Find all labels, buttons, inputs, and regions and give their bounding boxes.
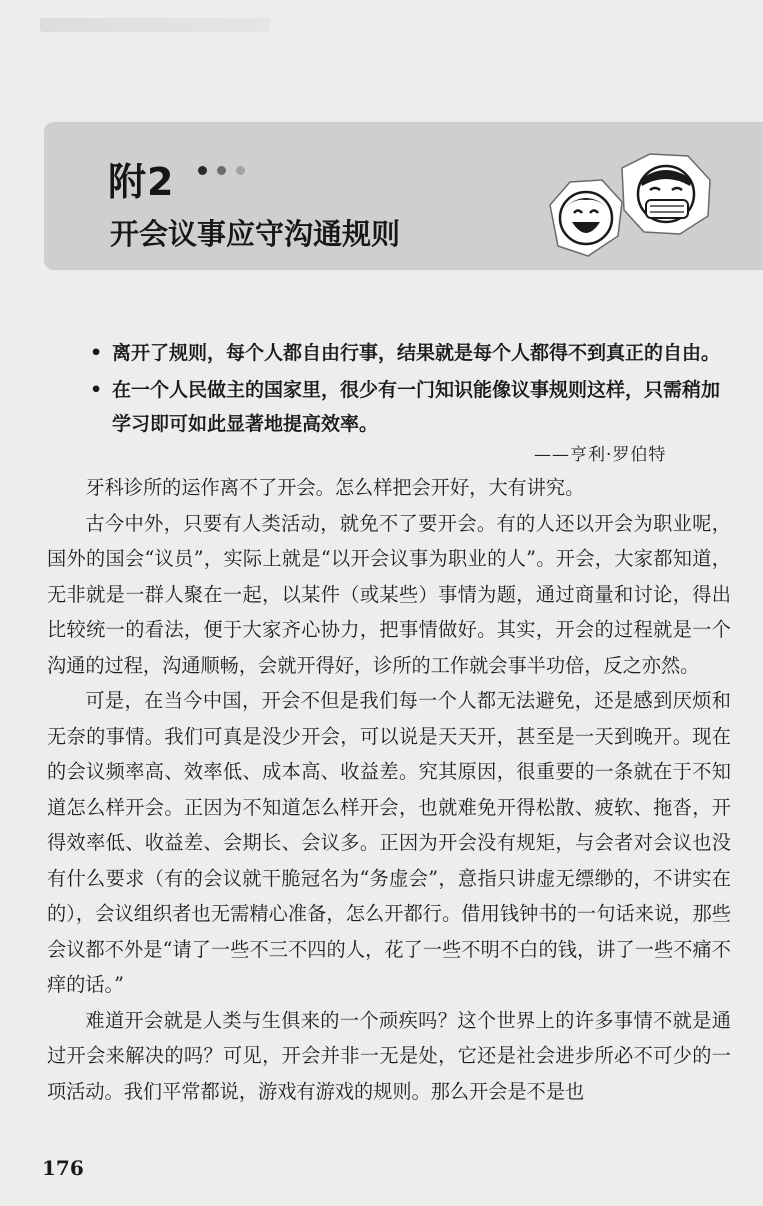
masked-face-icon (622, 154, 710, 234)
quote-author: ——亨利·罗伯特 (534, 445, 667, 465)
quote-item: • 离开了规则，每个人都自由行事，结果就是每个人都得不到真正的自由。 (90, 336, 730, 370)
appendix-title: 开会议事应守沟通规则 (110, 217, 401, 251)
dot-icon (217, 166, 226, 175)
page-number: 176 (42, 1156, 84, 1180)
running-head (40, 18, 270, 32)
laughing-face-icon (550, 180, 622, 256)
dot-icon (198, 166, 207, 175)
cartoon-faces (540, 150, 720, 270)
epigraph-quotes (90, 336, 730, 444)
decorative-dots (198, 166, 245, 175)
quote-item: • 在一个人民做主的国家里，很少有一门知识能像议事规则这样，只需稍加学习即可如此显著地提高效率。 (90, 373, 730, 441)
paragraph: 难道开会就是人类与生俱来的一个顽疾吗？这个世界上的许多事情不就是通过开会来解决的吗？可见，开会并非一无是处，它还是社会进步所必不可少的一项活动。我们平常都说，游戏有游戏的规则。那么开会是不是也 (47, 1008, 731, 1103)
paragraph: 牙科诊所的运作离不了开会。怎么样把会开好，大有讲究。 (85, 476, 585, 499)
paragraph: 可是，在当今中国，开会不但是我们每一个人都无法避免，还是感到厌烦和无奈的事情。我们可真是没少开会，可以说是天天开，甚至是一天到晚开。现在的会议频率高、效率低、成本高、收益差。究其原因，很重要的一条就在于不知道怎么样开会。正因为不知道怎么样开会，也就难免开得松散、疲软、拖沓，开得效率低、收益差、会期长、会议多。正因为开会没有规矩，与会者对会议也没有什么要求（有的会议就干脆冠名为“务虚会”，意指只讲虚无缥缈的，不讲实在的），会议组织者也无需精心准备，怎么开都行。借用钱钟书的一句话来说，那些会议都不外是“请了一些不三不四的人，花了一些不明不白的钱，讲了一些不痛不痒的话。” (47, 689, 731, 996)
body-text (47, 470, 731, 1109)
paragraph: 古今中外，只要有人类活动，就免不了要开会。有的人还以开会为职业呢，国外的国会“议员”，实际上就是“以开会议事为职业的人”。开会，大家都知道，无非就是一群人聚在一起，以某件（或某些）事情为题，通过商量和讨论，得出比较统一的看法，便于大家齐心协力，把事情做好。其实，开会的过程就是一个沟通的过程，沟通顺畅，会就开得好，诊所的工作就会事半功倍，反之亦然。 (47, 511, 731, 677)
appendix-number: 附2 (108, 160, 175, 204)
dot-icon (236, 166, 245, 175)
